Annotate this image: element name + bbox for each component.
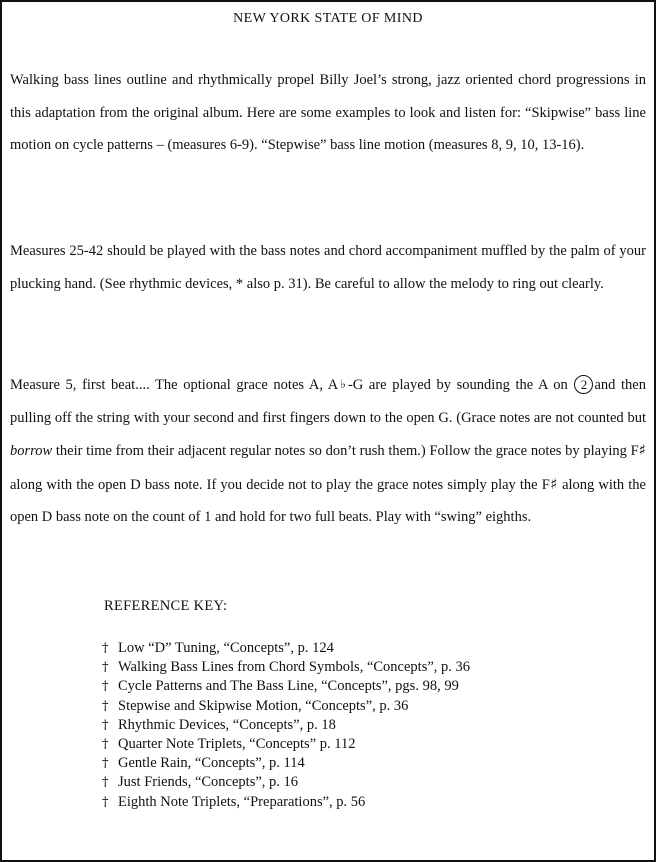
flat-symbol: ♭	[338, 377, 348, 391]
reference-item	[102, 793, 470, 812]
emphasis-text: borrow	[10, 443, 53, 459]
reference-item	[102, 639, 470, 658]
reference-item	[102, 658, 470, 677]
intro-paragraph: Walking bass lines outline and rhythmically propel Billy Joel’s strong, jazz oriented chord progressions in this adaptation from the original album. Here are some examples to look and listen for: “Skipwise” bass line motion on cycle patterns – (measures 6-9). “Stepwise” bass line motion (measures 8, 9, 10, 13-16).	[10, 72, 646, 153]
dagger-icon: †	[102, 775, 109, 791]
reference-key-list	[102, 639, 470, 812]
dagger-icon: †	[102, 737, 109, 753]
reference-item-text: Just Friends, “Concepts”, p. 16	[118, 774, 299, 791]
reference-item-text: Walking Bass Lines from Chord Symbols, “Concepts”, p. 36	[118, 659, 471, 676]
text-segment: Measure 5, first beat.... The optional grace notes A, A	[10, 377, 339, 393]
muffled-notes-paragraph: Measures 25-42 should be played with the bass notes and chord accompaniment muffled by the palm of your plucking hand. (See rhythmic devices, * also p. 31). Be careful to allow the melody to ring out clearly.	[10, 243, 646, 292]
reference-item	[102, 773, 470, 792]
reference-item	[102, 735, 470, 754]
reference-item	[102, 697, 470, 716]
dagger-icon: †	[102, 756, 109, 772]
text-segment: along with the open D bass note. If you decide not to play the grace notes simply play the F	[10, 476, 550, 493]
dagger-icon: †	[102, 717, 109, 733]
string-number-circle: 2	[574, 375, 593, 394]
dagger-icon: †	[102, 698, 109, 714]
dagger-icon: †	[102, 794, 109, 810]
text-segment: their time from their adjacent regular notes so don’t rush them.) Follow the grace notes by playing F	[52, 443, 639, 459]
reference-item-text: Low “D” Tuning, “Concepts”, p. 124	[118, 640, 334, 656]
reference-item-text: Stepwise and Skipwise Motion, “Concepts”, p. 36	[118, 697, 409, 714]
reference-item	[102, 716, 470, 735]
dagger-icon: †	[102, 660, 109, 676]
text-segment: and then pulling off the string with your second and first fingers down to the open G. (Grace notes are not counted but	[10, 377, 646, 426]
dagger-icon: †	[102, 641, 109, 656]
sharp-symbol: ♯	[549, 474, 558, 493]
reference-item-text: Eighth Note Triplets, “Preparations”, p. 56	[118, 793, 366, 810]
reference-item-text: Cycle Patterns and The Bass Line, “Concepts”, pgs. 98, 99	[118, 678, 459, 695]
sharp-symbol: ♯	[638, 441, 646, 459]
reference-item	[102, 754, 470, 773]
page-title: NEW YORK STATE OF MIND	[233, 11, 423, 26]
text-segment: -G are played by sounding the A on	[347, 377, 574, 393]
reference-key-heading: REFERENCE KEY:	[104, 598, 228, 614]
reference-item-text: Gentle Rain, “Concepts”, p. 114	[118, 755, 305, 772]
reference-item-text: Rhythmic Devices, “Concepts”, p. 18	[118, 716, 336, 733]
text-segment: along with the open D bass note on the count of 1 and hold for two full beats. Play with “swing” eighths.	[10, 476, 646, 525]
dagger-icon: †	[102, 679, 109, 695]
reference-item	[102, 677, 470, 696]
reference-item-text: Quarter Note Triplets, “Concepts” p. 112	[118, 736, 356, 753]
grace-notes-paragraph	[10, 368, 646, 534]
